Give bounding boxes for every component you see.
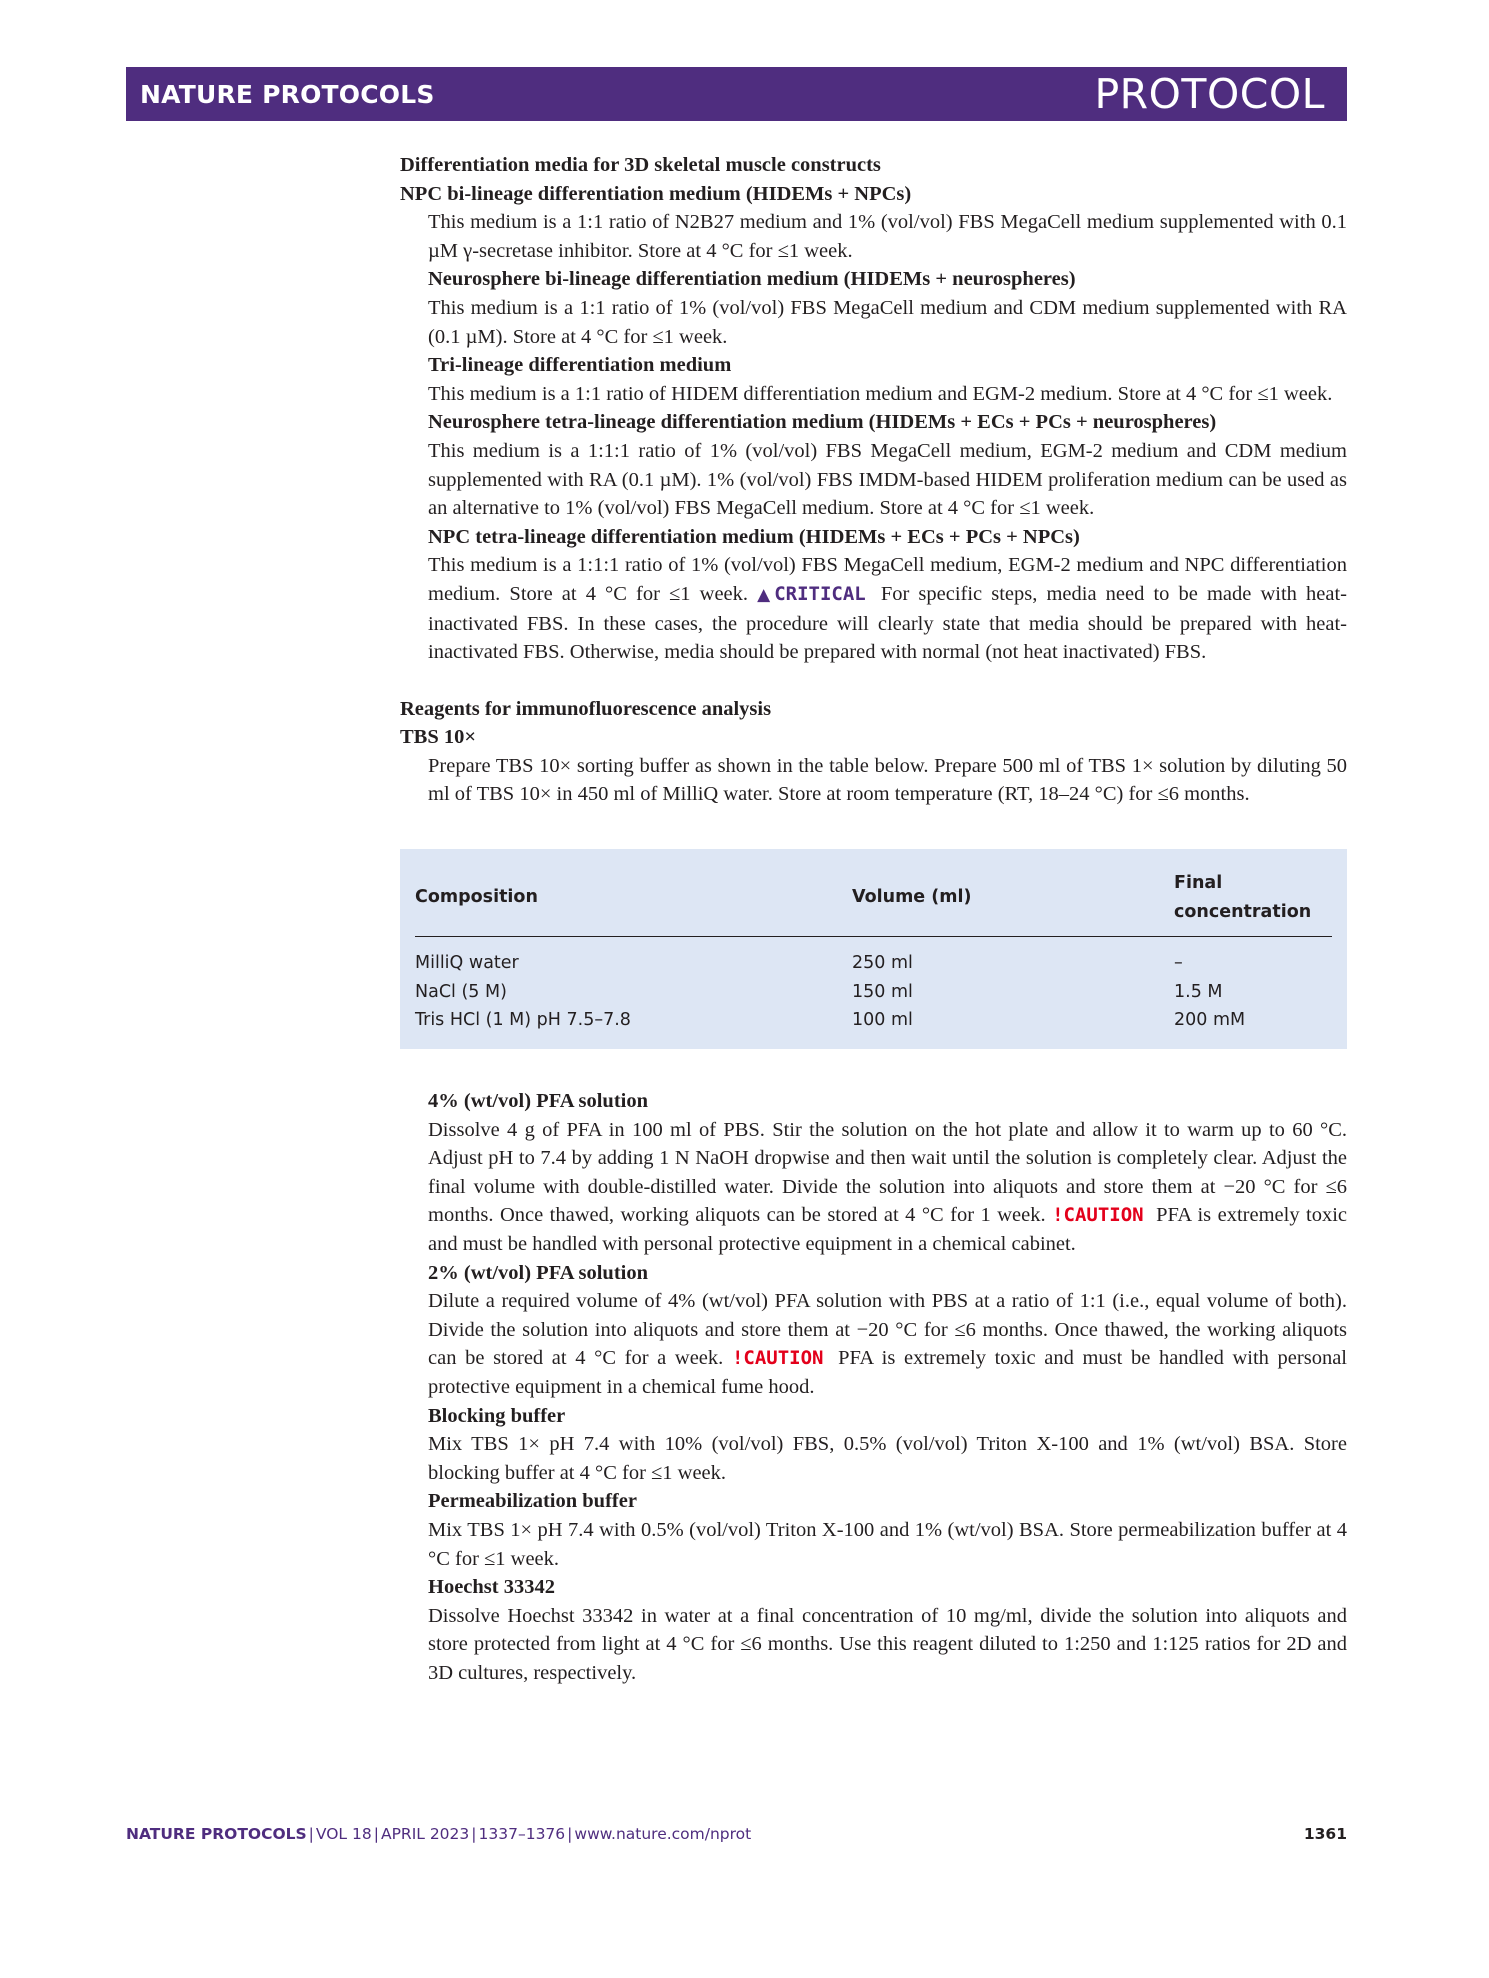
table-row <box>415 1006 1332 1035</box>
npc-tetra-text-after: For specific steps, media need to be made with heat-inactivated FBS. In these cases, the procedure will clearly state that media should be prepared with heat-inactivated FBS. Otherwise, media should be prepared with normal (not heat inactivated) FBS. <box>428 582 1348 664</box>
table-cell: MilliQ water <box>415 953 519 974</box>
table-cell: – <box>1174 953 1183 974</box>
table-row <box>415 978 1332 1007</box>
main-content <box>400 151 1347 1688</box>
section-title-differentiation: Differentiation media for 3D skeletal muscle constructs <box>400 154 881 176</box>
table-header-final-concentration: Final concentration <box>1174 861 1332 937</box>
tbs-title: TBS 10× <box>400 726 477 749</box>
page-footer <box>126 1825 1347 1849</box>
caution-label: !CAUTION <box>1052 1204 1144 1227</box>
neuro-bi-text: This medium is a 1:1 ratio of 1% (vol/vol) FBS MegaCell medium and CDM medium supplemented with RA (0.1 µM). Store at 4 °C for ≤1 week. <box>428 296 1347 348</box>
table-cell: 100 ml <box>852 1010 913 1031</box>
journal-name: NATURE PROTOCOLS <box>140 80 435 109</box>
table-header-row <box>415 861 1332 937</box>
blocking-title: Blocking buffer <box>428 1404 566 1427</box>
footer-url-link[interactable]: www.nature.com/nprot <box>574 1825 752 1843</box>
pfa2-paragraph <box>400 1287 1347 1401</box>
neuro-tetra-text: This medium is a 1:1:1 ratio of 1% (vol/vol) FBS MegaCell medium, EGM-2 medium and CDM medium supplemented with RA (0.1 µM). 1% (vol/vol) FBS IMDM-based HIDEM proliferation medium can be used as an alternative to 1% (vol/vol) FBS MegaCell medium. Store at 4 °C for ≤1 week. <box>428 439 1347 520</box>
table-cell: 1.5 M <box>1174 981 1223 1002</box>
table-header-volume: Volume (ml) <box>852 861 1174 937</box>
footer-citation: NATURE PROTOCOLS | VOL 18 | APRIL 2023 | 1337–1376 | www.nature.com/nprot <box>126 1825 752 1843</box>
tbs-text: Prepare TBS 10× sorting buffer as shown in the table below. Prepare 500 ml of TBS 1× solution by diluting 50 ml of TBS 10× in 450 ml of MilliQ water. Store at room temperature (RT, 18–24 °C) for ≤6 months. <box>428 754 1347 806</box>
perm-text: Mix TBS 1× pH 7.4 with 0.5% (vol/vol) Triton X-100 and 1% (wt/vol) BSA. Store permeabilization buffer at 4 °C for ≤1 week. <box>428 1518 1347 1570</box>
footer-journal: NATURE PROTOCOLS <box>126 1825 307 1843</box>
table-cell: Tris HCl (1 M) pH 7.5–7.8 <box>415 1010 631 1031</box>
tri-text: This medium is a 1:1 ratio of HIDEM differentiation medium and EGM-2 medium. Store at 4 °C for ≤1 week. <box>428 382 1333 405</box>
table-cell: 200 mM <box>1174 1010 1246 1031</box>
page-number: 1361 <box>1303 1825 1347 1843</box>
article-type: PROTOCOL <box>1094 70 1325 118</box>
tbs-table <box>415 861 1332 1035</box>
npc-bi-text: This medium is a 1:1 ratio of N2B27 medium and 1% (vol/vol) FBS MegaCell medium supplemented with 0.1 µM γ-secretase inhibitor. Store at 4 °C for ≤1 week. <box>428 211 1347 262</box>
blocking-text: Mix TBS 1× pH 7.4 with 10% (vol/vol) FBS, 0.5% (vol/vol) Triton X-100 and 1% (wt/vol) BSA. Store blocking buffer at 4 °C for ≤1 week. <box>428 1433 1347 1484</box>
npc-tetra-paragraph <box>400 551 1347 666</box>
tri-title: Tri-lineage differentiation medium <box>428 354 732 377</box>
neuro-tetra-title: Neurosphere tetra-lineage differentiation medium (HIDEMs + ECs + PCs + neurospheres) <box>428 411 1217 434</box>
pfa4-title: 4% (wt/vol) PFA solution <box>428 1090 648 1113</box>
table-cell: 250 ml <box>852 953 913 974</box>
critical-text: CRITICAL <box>774 582 866 605</box>
pfa2-text-after: PFA is extremely toxic and must be handled with personal protective equipment in a chemical fume hood. <box>428 1347 1348 1398</box>
pfa4-paragraph <box>400 1116 1347 1259</box>
footer-pages: 1337–1376 <box>478 1825 566 1843</box>
footer-volume: VOL 18 <box>315 1825 372 1843</box>
tbs-table-box <box>400 849 1347 1049</box>
neuro-bi-title: Neurosphere bi-lineage differentiation medium (HIDEMs + neurospheres) <box>428 268 1076 291</box>
npc-bi-title: NPC bi-lineage differentiation medium (HIDEMs + NPCs) <box>400 182 912 205</box>
table-cell: 150 ml <box>852 981 913 1002</box>
npc-tetra-text-before: This medium is a 1:1:1 ratio of 1% (vol/vol) FBS MegaCell medium, EGM-2 medium and NPC differentiation medium. Store at 4 °C for ≤1 week. <box>428 554 1347 605</box>
caution-label: !CAUTION <box>731 1347 824 1370</box>
section-title-immuno: Reagents for immunofluorescence analysis <box>400 697 772 720</box>
table-cell: NaCl (5 M) <box>415 981 507 1002</box>
pfa4-text-before: Dissolve 4 g of PFA in 100 ml of PBS. Stir the solution on the hot plate and allow it to warm up to 60 °C. Adjust pH to 7.4 by adding 1 N NaOH dropwise and then wait until the solution is completely clear. Adjust the final volume with double-distilled water. Divide the solution into aliquots and store them at −20 °C for ≤6 months. Once thawed, working aliquots can be stored at 4 °C for 1 week. <box>428 1118 1347 1227</box>
npc-tetra-title: NPC tetra-lineage differentiation medium (HIDEMs + ECs + PCs + NPCs) <box>428 525 1080 548</box>
hoechst-title: Hoechst 33342 <box>428 1576 555 1599</box>
pfa4-text-after: PFA is extremely toxic and must be handled with personal protective equipment in a chemical cabinet. <box>428 1204 1348 1255</box>
hoechst-text: Dissolve Hoechst 33342 in water at a final concentration of 10 mg/ml, divide the solution into aliquots and store protected from light at 4 °C for ≤6 months. Use this reagent diluted to 1:250 and 1:125 ratios for 2D and 3D cultures, respectively. <box>428 1604 1347 1684</box>
footer-date: APRIL 2023 <box>380 1825 470 1843</box>
critical-label <box>757 583 866 605</box>
pfa2-text-before: Dilute a required volume of 4% (wt/vol) PFA solution with PBS at a ratio of 1:1 (i.e., equal volume of both). Divide the solution into aliquots and store them at −20 °C for ≤6 months. Once thawed, the working aliquots can be stored at 4 °C for a week. <box>428 1290 1347 1370</box>
critical-triangle-icon: ▲ <box>757 584 775 605</box>
pfa2-title: 2% (wt/vol) PFA solution <box>428 1261 648 1284</box>
header-bar <box>126 67 1347 121</box>
table-header-composition: Composition <box>415 861 852 937</box>
table-row <box>415 937 1332 978</box>
perm-title: Permeabilization buffer <box>428 1490 637 1513</box>
